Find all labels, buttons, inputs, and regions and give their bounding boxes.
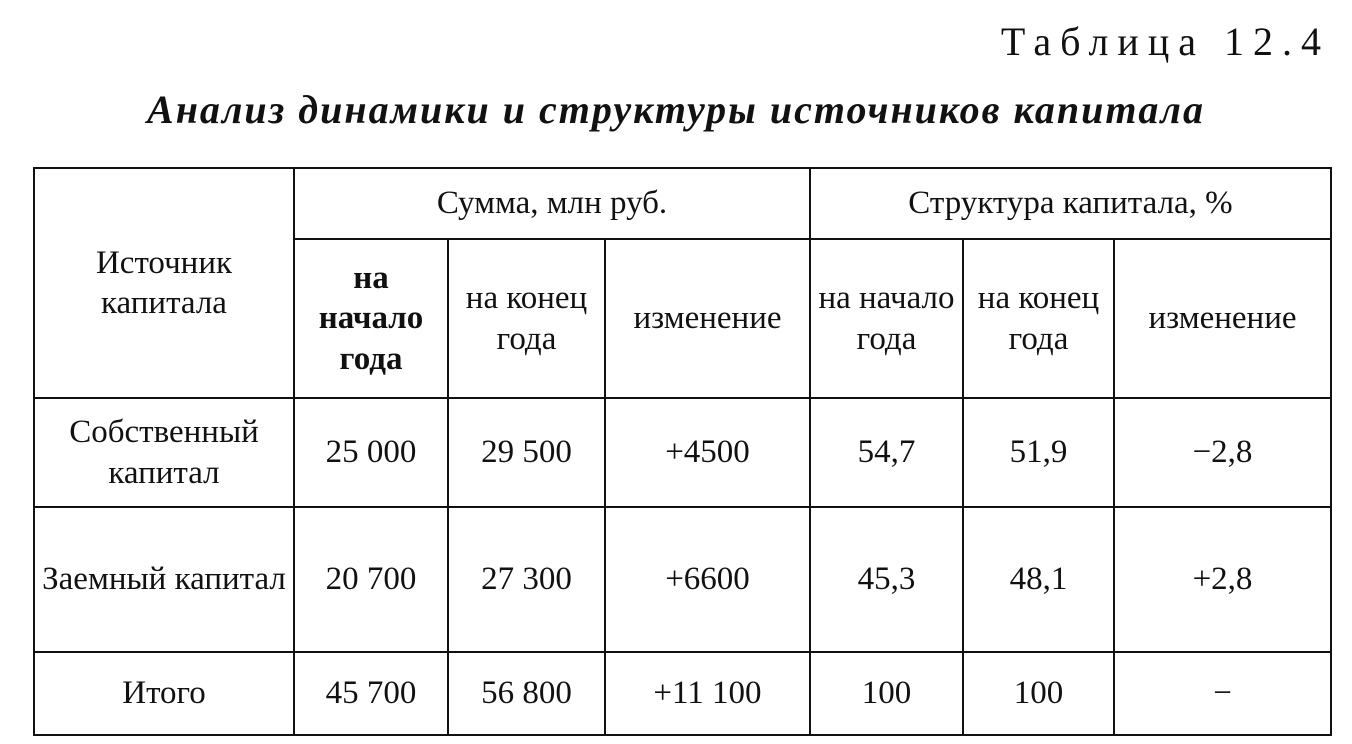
header-struct-end: на конец года <box>963 239 1114 398</box>
header-row-group <box>34 168 1331 239</box>
cell-struct-change: −2,8 <box>1114 398 1331 507</box>
table-row <box>34 652 1331 735</box>
cell-sum-change: +6600 <box>605 507 810 652</box>
row-source: Итого <box>34 652 294 735</box>
row-source: Собственный капитал <box>34 398 294 507</box>
cell-struct-start: 100 <box>810 652 963 735</box>
cell-sum-end: 56 800 <box>448 652 605 735</box>
cell-sum-start: 20 700 <box>294 507 448 652</box>
header-sum-end: на конец года <box>448 239 605 398</box>
cell-struct-start: 54,7 <box>810 398 963 507</box>
cell-sum-end: 27 300 <box>448 507 605 652</box>
table-row <box>34 507 1331 652</box>
table-title: Анализ динамики и структуры источников капитала <box>147 87 1205 132</box>
header-structure-group: Структура капитала, % <box>810 168 1331 239</box>
header-struct-change: изменение <box>1114 239 1331 398</box>
header-sum-group: Сумма, млн руб. <box>294 168 810 239</box>
cell-sum-end: 29 500 <box>448 398 605 507</box>
row-source: Заемный капитал <box>34 507 294 652</box>
cell-struct-end: 51,9 <box>963 398 1114 507</box>
cell-struct-change: − <box>1114 652 1331 735</box>
cell-sum-change: +11 100 <box>605 652 810 735</box>
cell-sum-start: 45 700 <box>294 652 448 735</box>
cell-sum-start: 25 000 <box>294 398 448 507</box>
cell-struct-end: 100 <box>963 652 1114 735</box>
cell-sum-change: +4500 <box>605 398 810 507</box>
capital-sources-table <box>33 167 1332 736</box>
header-sum-change: изменение <box>605 239 810 398</box>
cell-struct-change: +2,8 <box>1114 507 1331 652</box>
table-number: Таблица 12.4 <box>1000 19 1330 64</box>
table-row <box>34 398 1331 507</box>
cell-struct-start: 45,3 <box>810 507 963 652</box>
header-struct-start: на начало года <box>810 239 963 398</box>
header-sum-start: на начало года <box>294 239 448 398</box>
cell-struct-end: 48,1 <box>963 507 1114 652</box>
header-source: Источник капитала <box>34 168 294 398</box>
